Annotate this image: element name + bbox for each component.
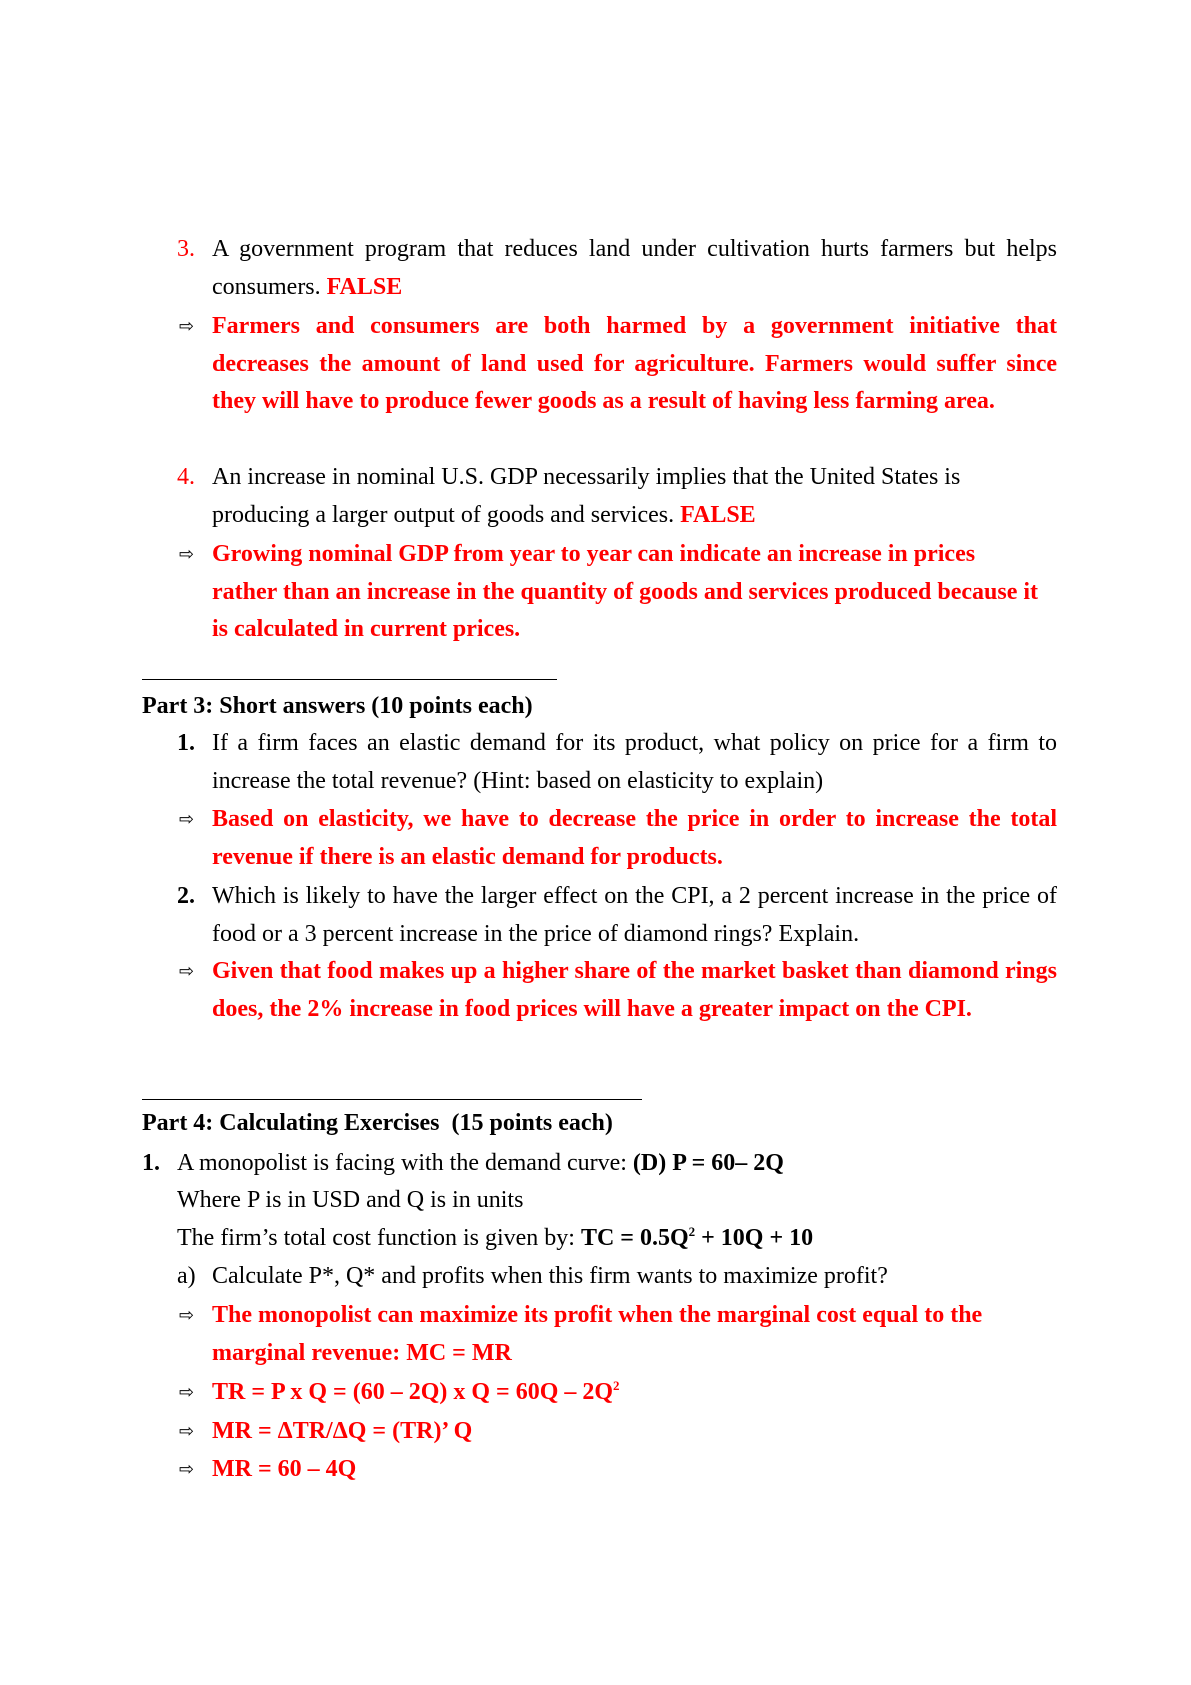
answer: The monopolist can maximize its profit when the marginal cost equal to the marginal revenue: MC = MR: [212, 1302, 983, 1366]
tr-equation: TR = P x Q = (60 – 2Q) x Q = 60Q – 2Q: [212, 1379, 614, 1405]
answer: Based on elasticity, we have to decrease the price in order to increase the total revenue if there is an elastic demand for products.: [212, 806, 1057, 870]
tc-intro: The firm’s total cost function is given by:: [177, 1225, 575, 1251]
units-text: Where P is in USD and Q is in units: [177, 1187, 524, 1213]
question-4: [212, 459, 1057, 534]
answer: Growing nominal GDP from year to year can indicate an increase in prices rather than an increase in the quantity of goods and services produced because it is calculated in current prices.: [212, 541, 1039, 642]
intro-text: A monopolist is facing with the demand curve:: [177, 1150, 627, 1176]
verdict: FALSE: [680, 501, 756, 528]
exponent: 2: [613, 1378, 620, 1393]
section-title: Part 3: Short answers (10 points each): [142, 693, 533, 719]
arrow-icon: ⇨: [179, 1421, 195, 1442]
tc-part: TC = 0.5Q: [580, 1225, 689, 1251]
subquestion-text: Calculate P*, Q* and profits when this firm wants to maximize profit?: [212, 1263, 888, 1289]
subquestion-label: a): [177, 1263, 196, 1289]
answer: MR = 60 – 4Q: [212, 1456, 357, 1482]
arrow-icon: ⇨: [179, 1305, 195, 1326]
arrow-icon: ⇨: [179, 809, 195, 830]
arrow-icon: ⇨: [179, 544, 195, 565]
section-title: Part 4: Calculating Exercises (15 points each): [142, 1110, 613, 1136]
exponent: 2: [688, 1224, 696, 1239]
divider: [142, 1099, 642, 1100]
question-number: 3.: [177, 236, 195, 262]
tc-equation: [581, 1225, 813, 1251]
answer: Farmers and consumers are both harmed by a government initiative that decreases the amount of land used for agriculture. Farmers would suffer since they will have to produce fewer goods as a result of having less farming area.: [212, 313, 1057, 414]
question-number: 1.: [142, 1150, 160, 1176]
tc-part: + 10Q + 10: [695, 1225, 814, 1251]
arrow-icon: ⇨: [179, 961, 195, 982]
question-text: If a firm faces an elastic demand for its product, what policy on price for a firm to increase the total revenue? (Hint: based on elasticity to explain): [212, 730, 1057, 794]
arrow-icon: ⇨: [179, 1382, 195, 1403]
question-3: [212, 231, 1057, 306]
question-text: Which is likely to have the larger effect on the CPI, a 2 percent increase in the price of food or a 3 percent increase in the price of diamond rings? Explain.: [212, 883, 1057, 947]
answer: Given that food makes up a higher share of the market basket than diamond rings does, the 2% increase in food prices will have a greater impact on the CPI.: [212, 958, 1057, 1022]
answer: [212, 1374, 620, 1412]
question-number: 2.: [177, 883, 195, 909]
arrow-icon: ⇨: [179, 1459, 195, 1480]
question-number: 1.: [177, 730, 195, 756]
question-text: An increase in nominal U.S. GDP necessarily implies that the United States is producing a larger output of goods and services.: [212, 464, 961, 528]
answer: MR = ΔTR/ΔQ = (TR)’ Q: [212, 1418, 473, 1444]
question-number: 4.: [177, 464, 195, 490]
question-text: A government program that reduces land under cultivation hurts farmers but helps consumers.: [212, 236, 1057, 300]
divider: [142, 679, 557, 680]
cost-function: [177, 1220, 813, 1258]
verdict: FALSE: [326, 273, 403, 300]
arrow-icon: ⇨: [179, 316, 195, 337]
question-intro: [177, 1145, 784, 1183]
demand-equation: (D) P = 60– 2Q: [632, 1150, 784, 1176]
